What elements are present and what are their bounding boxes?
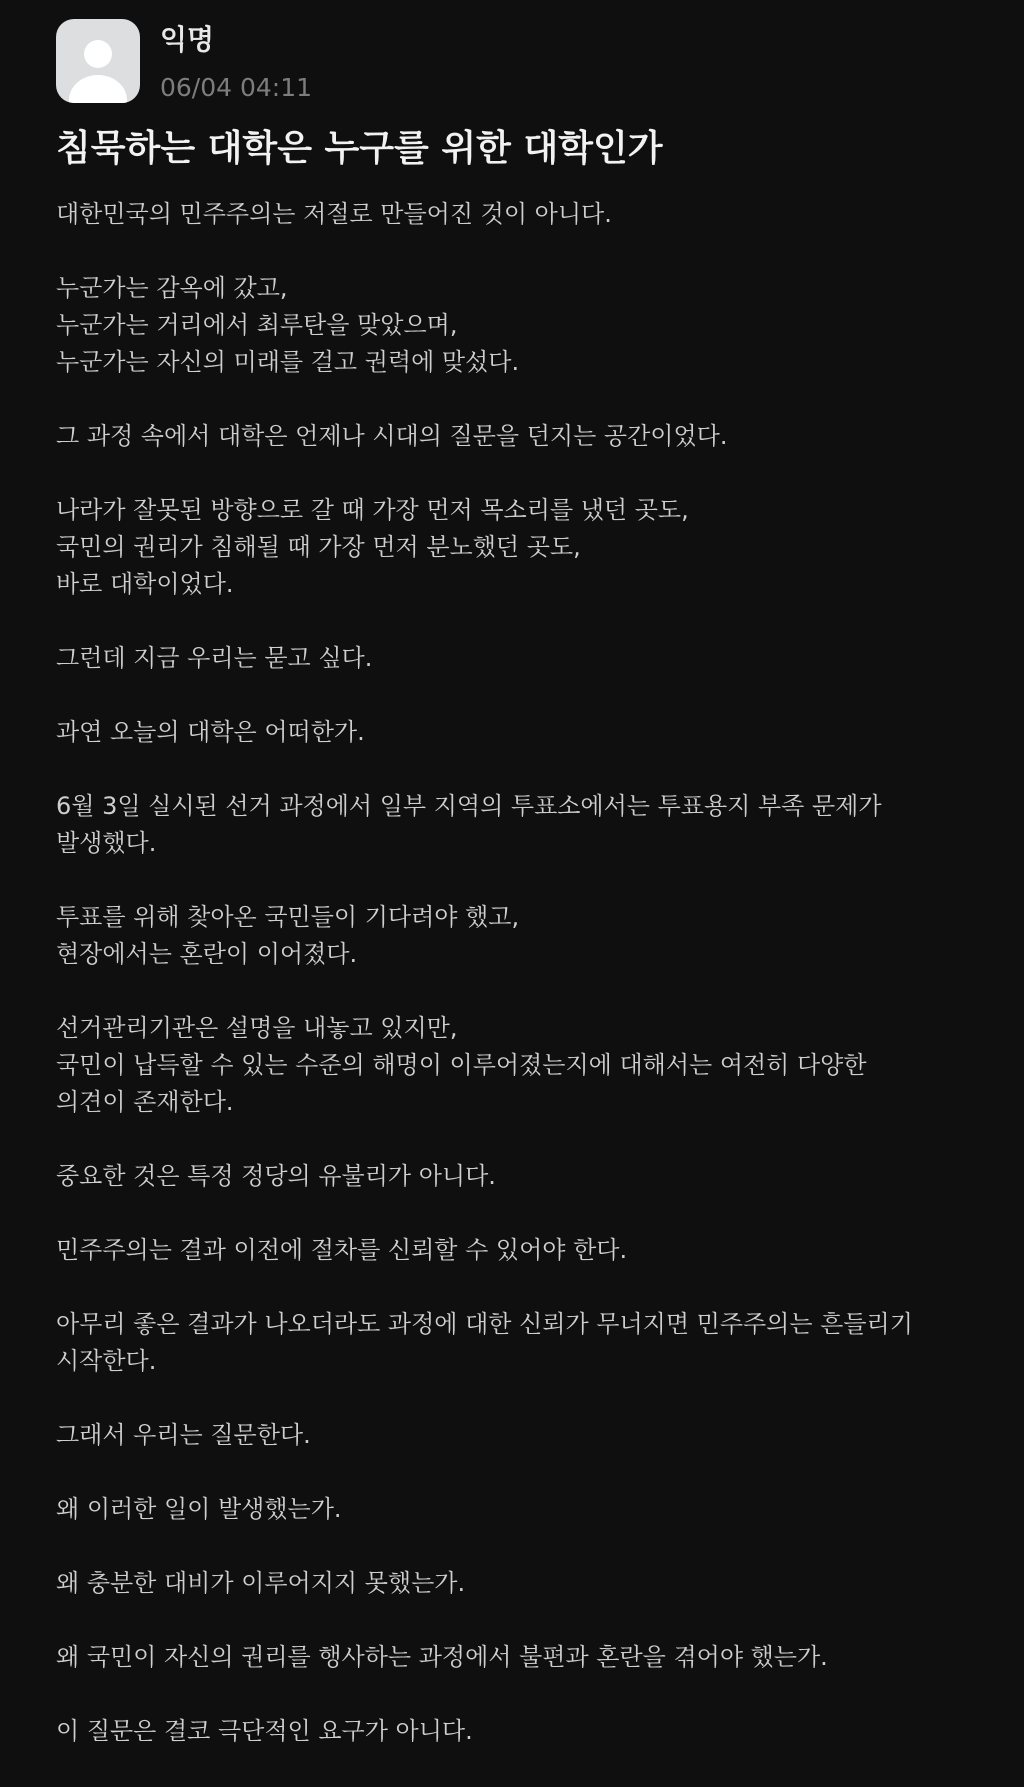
paragraph (56, 492, 968, 603)
paragraph (56, 1306, 968, 1380)
text-line: 그 과정 속에서 대학은 언제나 시대의 질문을 던지는 공간이었다. (56, 422, 728, 450)
author-block (56, 19, 312, 103)
text-line: 나라가 잘못된 방향으로 갈 때 가장 먼저 목소리를 냈던 곳도, (56, 496, 689, 524)
author-name: 익명 (160, 23, 215, 56)
text-line: 왜 국민이 자신의 권리를 행사하는 과정에서 불편과 혼란을 겪어야 했는가. (56, 1643, 828, 1671)
paragraph (56, 418, 968, 455)
paragraph (56, 1232, 968, 1269)
paragraph (56, 270, 968, 381)
avatar-body (69, 75, 127, 103)
text-line: 민주주의는 결과 이전에 절차를 신뢰할 수 있어야 한다. (56, 1236, 628, 1264)
avatar-head (84, 40, 112, 68)
text-line: 중요한 것은 특정 정당의 유불리가 아니다. (56, 1162, 496, 1190)
text-line: 바로 대학이었다. (56, 570, 234, 598)
text-line: 현장에서는 혼란이 이어졌다. (56, 940, 358, 968)
text-line: 선거관리기관은 설명을 내놓고 있지만, (56, 1014, 458, 1042)
text-line: 누군가는 감옥에 갔고, (56, 274, 288, 302)
text-line: 투표를 위해 찾아온 국민들이 기다려야 했고, (56, 903, 520, 931)
author-meta (160, 19, 312, 103)
text-line: 대한민국의 민주주의는 저절로 만들어진 것이 아니다. (56, 200, 612, 228)
paragraph (56, 1639, 968, 1676)
text-line: 그래서 우리는 질문한다. (56, 1421, 311, 1449)
post-time: 06/04 04:11 (160, 73, 313, 102)
paragraph (56, 1491, 968, 1528)
paragraph (56, 788, 968, 862)
text-line: 발생했다. (56, 829, 157, 857)
post-content (56, 196, 968, 1787)
paragraph (56, 196, 968, 233)
text-line: 왜 충분한 대비가 이루어지지 못했는가. (56, 1569, 466, 1597)
text-line: 아무리 좋은 결과가 나오더라도 과정에 대한 신뢰가 무너지면 민주주의는 흔들리기 (56, 1310, 913, 1338)
paragraph (56, 1010, 968, 1121)
paragraph (56, 1713, 968, 1750)
text-line: 과연 오늘의 대학은 어떠한가. (56, 718, 365, 746)
text-line: 그런데 지금 우리는 묻고 싶다. (56, 644, 373, 672)
text-line: 의견이 존재한다. (56, 1088, 234, 1116)
text-line: 누군가는 거리에서 최루탄을 맞았으며, (56, 311, 458, 339)
paragraph (56, 899, 968, 973)
text-line: 시작한다. (56, 1347, 157, 1375)
post-title: 침묵하는 대학은 누구를 위한 대학인가 (56, 128, 663, 169)
paragraph (56, 1417, 968, 1454)
text-line: 누군가는 자신의 미래를 걸고 권력에 맞섰다. (56, 348, 520, 376)
text-line: 왜 이러한 일이 발생했는가. (56, 1495, 342, 1523)
paragraph (56, 714, 968, 751)
anonymous-user-icon[interactable] (56, 19, 140, 103)
paragraph (56, 1158, 968, 1195)
text-line: 이 질문은 결코 극단적인 요구가 아니다. (56, 1717, 473, 1745)
text-line: 국민의 권리가 침해될 때 가장 먼저 분노했던 곳도, (56, 533, 581, 561)
text-line: 6월 3일 실시된 선거 과정에서 일부 지역의 투표소에서는 투표용지 부족 문제가 (56, 792, 882, 820)
paragraph (56, 640, 968, 677)
text-line: 국민이 납득할 수 있는 수준의 해명이 이루어졌는지에 대해서는 여전히 다양한 (56, 1051, 867, 1079)
paragraph (56, 1565, 968, 1602)
